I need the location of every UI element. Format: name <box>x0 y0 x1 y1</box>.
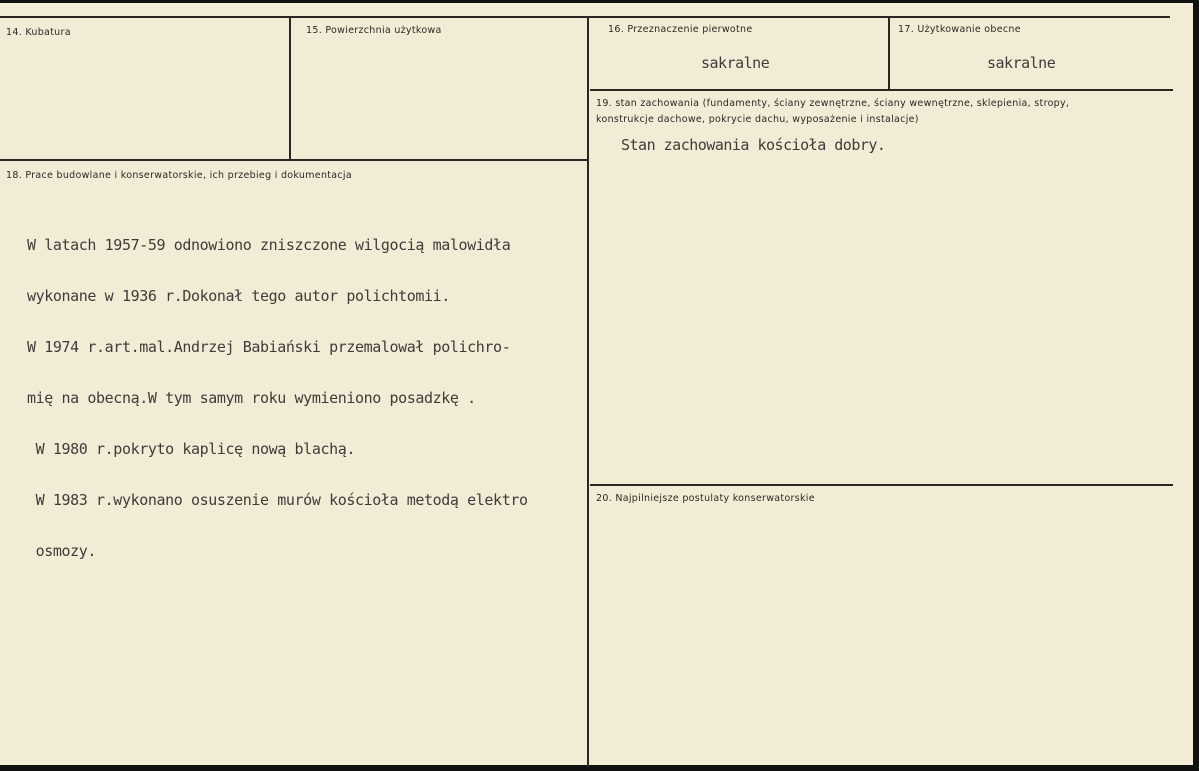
field-18-label: 18. Prace budowlane i konserwatorskie, ich przebieg i dokumentacja <box>6 170 352 181</box>
right-border <box>1193 0 1199 771</box>
field-18-line: W 1983 r.wykonano osuszenie murów kościoła metodą elektro <box>27 491 528 509</box>
field-18-line: W latach 1957-59 odnowiono zniszczone wilgocią malowidła <box>27 236 511 254</box>
field-18-line: mię na obecną.W tym samym roku wymieniono posadzkę . <box>27 389 476 407</box>
field-19-value: Stan zachowania kościoła dobry. <box>621 136 886 154</box>
field-14-label: 14. Kubatura <box>6 27 71 38</box>
field-15-label: 15. Powierzchnia użytkowa <box>306 25 442 36</box>
rule-f14-f15-bottom <box>0 159 588 161</box>
rule-top <box>0 16 1170 18</box>
rule-f19-bottom <box>590 484 1173 486</box>
field-16-label: 16. Przeznaczenie pierwotne <box>608 24 753 35</box>
top-border <box>0 0 1199 3</box>
rule-f16-f17-bottom <box>590 89 1173 91</box>
field-18-line: osmozy. <box>27 542 97 560</box>
field-19-label: 19. stan zachowania (fundamenty, ściany zewnętrzne, ściany wewnętrzne, sklepienia, stropy, konstrukcje dachowe, pokrycie dachu, wyposażenie i instalacje) <box>596 98 1070 125</box>
divider-f14-f15 <box>289 17 291 161</box>
field-18-text <box>27 203 588 594</box>
field-17-label: 17. Użytkowanie obecne <box>898 24 1021 35</box>
field-18-line: W 1980 r.pokryto kaplicę nową blachą. <box>27 440 355 458</box>
field-20-label: 20. Najpilniejsze postulaty konserwatorskie <box>596 493 815 504</box>
field-16-value: sakralne <box>701 54 770 72</box>
field-18-line: W 1974 r.art.mal.Andrzej Babiański przemalował polichro- <box>27 338 511 356</box>
field-18-line: wykonane w 1936 r.Dokonał tego autor polichtomii. <box>27 287 450 305</box>
bottom-border <box>0 765 1199 771</box>
field-17-value: sakralne <box>987 54 1056 72</box>
divider-f16-f17 <box>888 17 890 90</box>
